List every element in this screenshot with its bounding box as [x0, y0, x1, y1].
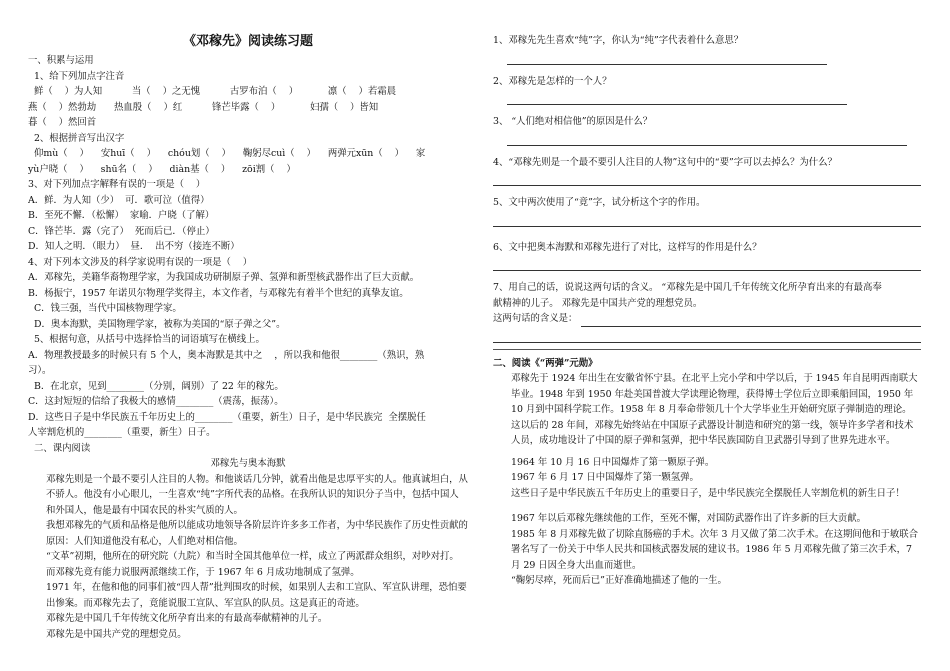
exercise-line: 5、根据句意，从括号中选择恰当的词语填写在横线上。	[28, 334, 265, 345]
question-6: 6、文中把奥本海默和邓稼先进行了对比，这样写的作用是什么？	[493, 241, 762, 253]
question-7c: 这两句话的含义是：	[493, 313, 578, 324]
exercise-line: B．在北京，见到________（分别，阔别）了 22 年的稼先。	[28, 380, 284, 392]
exercise-line: C．这封短短的信给了我极大的感情________（震荡，振荡）。	[28, 396, 284, 407]
exercise-line: B．杨振宁，1957 年诺贝尔物理学奖得主，本文作者，与邓稼先有着半个世纪的真挚友谊。	[28, 287, 409, 299]
exercise-line: C．锋芒毕．露（完了） 死而后已．（停止）	[28, 225, 215, 237]
exercise-line: 暮（ ）然回首	[28, 117, 97, 128]
question-4: 4、“邓稼先则是一个最不要引人注目的人物”这句中的“要”字可以去掉么？为什么？	[493, 156, 837, 168]
exercise-line: A．邓稼先，美籍华裔物理学家，为我国成功研制原子弹、氢弹和新型核武器作出了巨大贡献。	[28, 272, 420, 283]
question-1: 1、邓稼先先生喜欢“纯”字，你认为“纯”字代表着什么意思？	[493, 35, 744, 46]
passage-paragraph: 我想邓稼先的气质和品格是他所以能成功地领导各阶层许许多多工作者，为中华民族作了历史性贡献的原因：人们知道他没有私心，人们绝对相信他。	[46, 520, 468, 547]
exercise-line: D．知人之明．（眼力） 昼． 出不穷（接连不断）	[28, 241, 240, 252]
exercise-line: 2、根据拼音写出汉字	[28, 132, 125, 144]
right-column	[493, 0, 921, 589]
reading-title: 邓稼先与奥本海默	[210, 458, 286, 469]
passage-paragraph: “文革”初期，他所在的研究院（九院）和当时全国其他单位一样，成立了两派群众组织，对吵对打。而邓稼先竟有能力说服两派继续工作，于 1967 年 6 月成功地制成了氢弹。	[46, 551, 459, 578]
passage-paragraph: 这以后的 28 年间，邓稼先始终站在中国原子武器设计制造和研究的第一线，领导许多学者和技术人员，成功地设计了中国的原子弹和氢弹，把中华民族国防自卫武器引导到了世界先进水平。	[511, 419, 914, 446]
exercise-line: 一、积累与运用	[28, 55, 94, 66]
exercise-line: A．鲜．为人知（少） 可．歌可泣（值得）	[28, 194, 210, 206]
paragraph-4: 1967 年以后邓稼先继续他的工作，至死不懈，对国防武器作出了许多新的巨大贡献。	[511, 513, 866, 524]
section-divider	[493, 349, 921, 350]
exercise-line: 3、对下列加点字解释有误的一项是（ ）	[28, 179, 206, 190]
exercise-line: A．物理教授最多的时候只有 5 个人，奥本海默是其中之 ，所以我和他很________（熟识，熟	[28, 349, 425, 361]
answer-line-7[interactable]	[581, 314, 921, 327]
exercise-line: D．这些日子是中华民族五千年历史上的________（重要，新生）日子，是中华民族完 全摆脱任	[28, 411, 426, 423]
question-7b: 献精神的儿子。 邓稼先是中国共产党的理想党员。	[493, 297, 703, 309]
exercise-line: 燕（ ）然勃劫 热血殷（ ）红 锋芒毕露（ ） 妇孺（ ）皆知	[28, 101, 379, 113]
passage-paragraph: 邓稼先则是一个最不要引人注目的人物。和他谈话几分钟，就看出他是忠厚平实的人。他真诚坦白，从不骄人。他没有小心眼儿，一生喜欢“纯”字所代表的品格。在我所认识的知识分子当中，包括中国人和外国人，他是最有中国农民的朴实气质的人。	[46, 473, 468, 516]
paragraph-3: 这些日子是中华民族五千年历史上的重要日子，是中华民族完全摆脱任人宰割危机的新生日子！	[511, 487, 905, 499]
answer-line-3[interactable]	[507, 131, 907, 146]
reading-passage	[28, 472, 468, 643]
answer-line-4[interactable]	[493, 171, 921, 186]
exercise-line: D．奥本海默，美国物理学家，被称为美国的“原子弹之父”。	[28, 318, 286, 330]
exercise-line: yù户晓（ ） shū名（ ） diàn基（ ） zōi割（ ）	[28, 163, 296, 175]
exercise-line: 1、给下列加点字注音	[28, 70, 125, 82]
left-column	[28, 0, 468, 642]
passage-paragraph: 1971 年，在他和他的同事们被“四人帮”批判围攻的时候，如果别人去和工宣队、军宣队讲理，恐怕要出惨案。而邓稼先去了，竟能说服工宣队、军宣队的队员。这是真正的奇迹。	[46, 582, 467, 609]
answer-line-1[interactable]	[507, 50, 827, 65]
section-2-passage	[493, 371, 921, 449]
paragraph-5: 1985 年 8 月邓稼先做了切除直肠癌的手术。次年 3 月又做了第二次手术。在这期间他和于敏联合署名写了一份关于中华人民共和国核武器发展的建议书。1986 年 5 月邓稼先做了第三次手术，7 月 29 日因全身大出血而逝世。	[511, 528, 918, 571]
question-7c-row	[493, 311, 921, 327]
date-list	[493, 455, 921, 486]
exercise-line: 鲜（ ）为人知 当（ ）之无愧 古罗布泊（ ） 凛（ ）若霜晨	[28, 86, 397, 97]
exercise-line: C．钱三强，当代中国核物理学家。	[28, 303, 182, 314]
answer-line-6[interactable]	[493, 256, 921, 271]
worksheet-title: 《邓稼先》阅读练习题	[182, 34, 313, 49]
question-5: 5、文中两次使用了“竟”字，试分析这个字的作用。	[493, 197, 706, 208]
date-item: 1967 年 6 月 17 日中国爆炸了第一颗氢弹。	[511, 472, 699, 483]
date-item: 1964 年 10 月 16 日中国爆炸了第一颗原子弹。	[511, 456, 715, 468]
answer-line-7b[interactable]	[493, 328, 921, 343]
question-7a: 7、用自己的话，说说这两句话的含义。 “邓稼先是中国几千年传统文化所孕育出来的有最高奉	[493, 282, 882, 293]
passage-paragraph: 邓稼先是中国几千年传统文化所孕育出来的有最高奉献精神的儿子。	[46, 613, 328, 624]
exercise-line: B．至死不懈．（松懈） 家喻．户晓（了解）	[28, 210, 215, 221]
passage-paragraph: 邓稼先是中国共产党的理想党员。	[46, 628, 187, 640]
exercise-line: 4、对下列本文涉及的科学家说明有误的一项是（ ）	[28, 256, 253, 268]
passage-paragraph: 邓稼先于 1924 年出生在安徽省怀宁县。在北平上完小学和中学以后，于 1945 年自昆明西南联大毕业。1948 年到 1950 年赴美国普渡大学读理论物理，获得博士学位后立即乘船回国，1950 年 10 月到中国科学院工作。1958 年 8 月奉命带领几十个大学毕业生开始研究原子弹制造的理论。	[511, 373, 918, 415]
answer-line-5[interactable]	[493, 212, 921, 227]
exercise-lines	[28, 53, 468, 456]
section-2-title: 二、阅读《“两弹”元勋》	[493, 357, 598, 369]
exercise-line: 二、课内阅读	[28, 442, 91, 454]
exercise-line: 人宰割危机的________（重要，新生）日子。	[28, 427, 216, 438]
question-2: 2、邓稼先是怎样的一个人？	[493, 75, 612, 87]
question-3: 3、 “人们绝对相信他”的原因是什么？	[493, 116, 653, 127]
paragraph-6: “鞠躬尽瘁，死而后已”正好准确地描述了他的一生。	[511, 575, 727, 586]
answer-line-2[interactable]	[507, 90, 847, 105]
exercise-line: 仰mù（ ） 安huī（ ） chóu划（ ） 鞠躬尽cuì（ ） 两弹元xūn（ ） 家	[28, 148, 426, 159]
exercise-line: 习）。	[28, 365, 52, 376]
